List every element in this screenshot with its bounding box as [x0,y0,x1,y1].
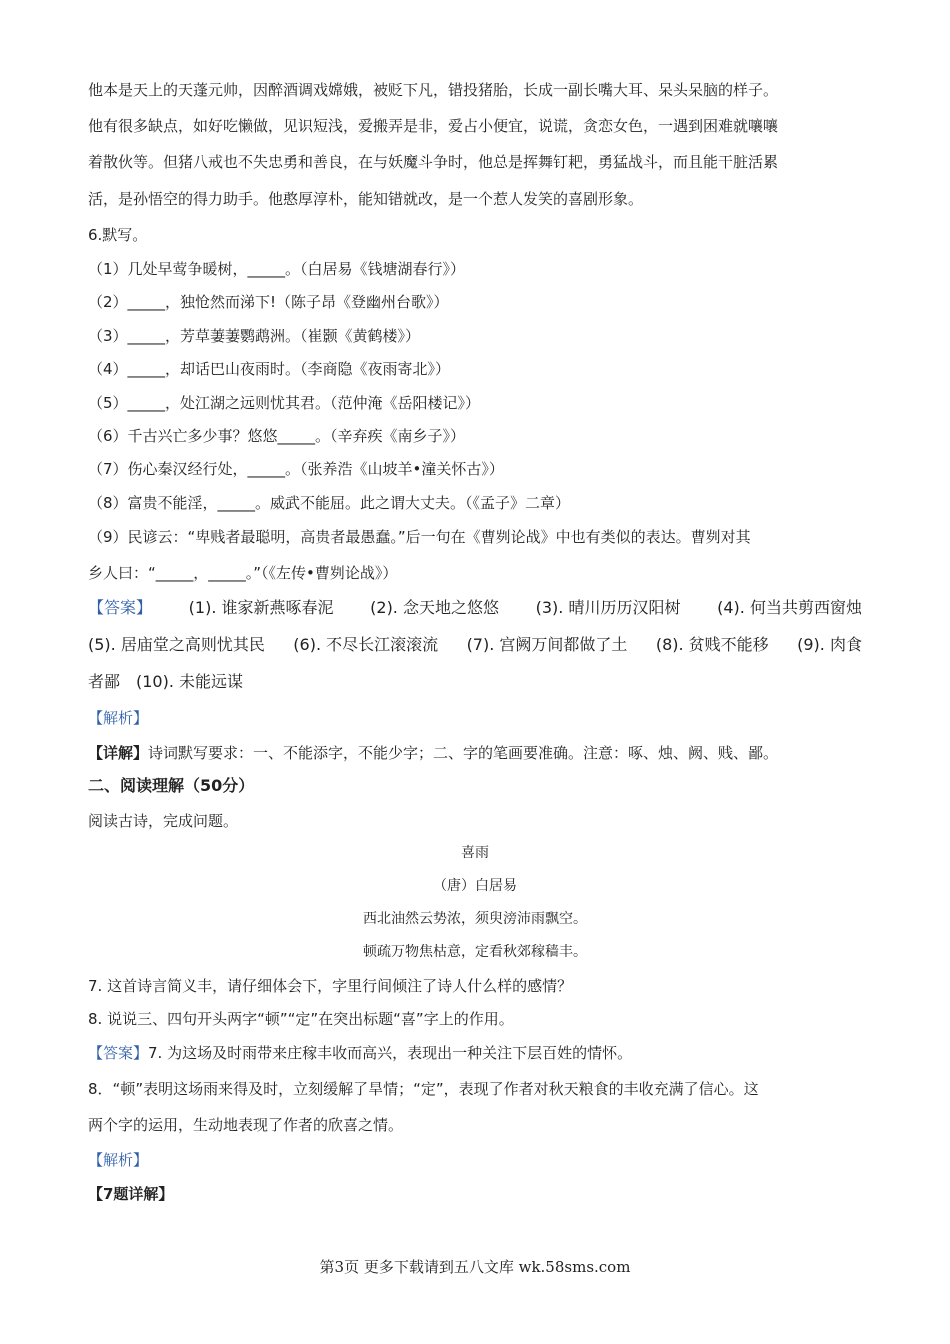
section2-title: 二、阅读理解（50分） [88,776,255,795]
poem-title: 喜雨 [461,845,489,861]
answer-item: (6). 不尽长江滚滚流 [293,635,439,654]
q6-item-1: （1）几处早莺争暖树，_____。（白居易《钱塘湖春行》） [88,260,466,278]
q6-answer-row-2 [88,634,862,656]
q6-title: 6.默写。 [88,226,148,244]
intro-line-2: 他有很多缺点，如好吃懒做，见识短浅，爱搬弄是非，爱占小便宜，说谎，贪恋女色，一遇到困难就嚷嚷 [88,117,779,135]
q6-answer-row-3: 者鄙 (10). 未能远谋 [88,672,244,691]
intro-line-4: 活，是孙悟空的得力助手。他憨厚淳朴，能知错就改，是一个惹人发笑的喜剧形象。 [88,190,644,208]
answer-item: (2). 念天地之悠悠 [370,598,499,617]
question-7: 7. 这首诗言简义丰，请仔细体会下，字里行间倾注了诗人什么样的感情？ [88,977,573,995]
answer-8-line-1: 8．“顿”表明这场雨来得及时，立刻缓解了旱情；“定”，表现了作者对秋天粮食的丰收充满了信心。这 [88,1080,759,1098]
answer-item: (4). 何当共剪西窗烛 [717,598,862,617]
answer-label: 【答案】 [88,598,153,617]
answer-item: (7). 宫阙万间都做了土 [466,635,628,654]
q6-analysis-label: 【解析】 [88,709,149,727]
poem-author: （唐）白居易 [433,878,517,894]
section2-analysis-label: 【解析】 [88,1151,149,1169]
q6-answer-row-1 [88,597,862,619]
detail-7-label: 【7题详解】 [88,1185,174,1203]
q6-item-6: （6）千古兴亡多少事？悠悠_____。（辛弃疾《南乡子》） [88,427,466,445]
answer-item: (8). 贫贱不能移 [655,635,769,654]
q6-item-9-cont: 乡人曰：“_____，_____。”（《左传•曹刿论战》） [88,564,398,582]
q6-item-5: （5）_____，处江湖之远则忧其君。（范仲淹《岳阳楼记》） [88,394,481,412]
page-footer: 第3页 更多下载请到五八文库 wk.58sms.com [319,1258,631,1276]
detail-label: 【详解】 [88,744,149,762]
answer-7-text: 7. 为这场及时雨带来庄稼丰收而高兴，表现出一种关注下层百姓的情怀。 [148,1044,633,1062]
intro-line-3: 着散伙等。但猪八戒也不失忠勇和善良，在与妖魔斗争时，他总是挥舞钉耙，勇猛战斗，而且能干脏活累 [88,153,779,171]
answer-item: (9). 肉食 [797,635,862,654]
q6-item-8: （8）富贵不能淫，_____。威武不能屈。此之谓大丈夫。（《孟子》二章） [88,494,571,512]
poem-line-1: 西北油然云势浓，须臾滂沛雨飘空。 [363,911,587,927]
answer-label: 【答案】 [88,1044,149,1062]
q6-item-3: （3）_____，芳草萋萋鹦鹉洲。（崔颢《黄鹤楼》） [88,327,421,345]
q6-item-2: （2）_____，独怆然而涕下!（陈子昂《登幽州台歌》） [88,293,449,311]
intro-line-1: 他本是天上的天蓬元帅，因醉酒调戏嫦娥，被贬下凡，错投猪胎，长成一副长嘴大耳、呆头呆脑的样子。 [88,81,779,99]
detail-text: 诗词默写要求：一、不能添字，不能少字；二、字的笔画要准确。注意：啄、烛、阙、贱、鄙。 [148,744,779,762]
q6-item-7: （7）伤心秦汉经行处，_____。（张养浩《山坡羊•潼关怀古》） [88,460,504,478]
q6-item-4: （4）_____，却话巴山夜雨时。（李商隐《夜雨寄北》） [88,360,451,378]
poem-line-2: 顿疏万物焦枯意，定看秋郊稼穑丰。 [363,944,587,960]
q6-item-9: （9）民谚云：“卑贱者最聪明，高贵者最愚蠢。”后一句在《曹刿论战》中也有类似的表达。曹刿对其 [88,528,751,546]
answer-item: (5). 居庙堂之高则忧其民 [88,635,265,654]
answer-item: (3). 晴川历历汉阳树 [535,598,681,617]
q6-detail [88,742,778,764]
section2-instruction: 阅读古诗，完成问题。 [88,812,239,830]
answer-item: (1). 谁家新燕啄春泥 [188,598,334,617]
question-8: 8. 说说三、四句开头两字“顿”“定”在突出标题“喜”字上的作用。 [88,1010,514,1028]
answer-8-line-2: 两个字的运用，生动地表现了作者的欣喜之情。 [88,1116,404,1134]
answer-7 [88,1042,632,1064]
